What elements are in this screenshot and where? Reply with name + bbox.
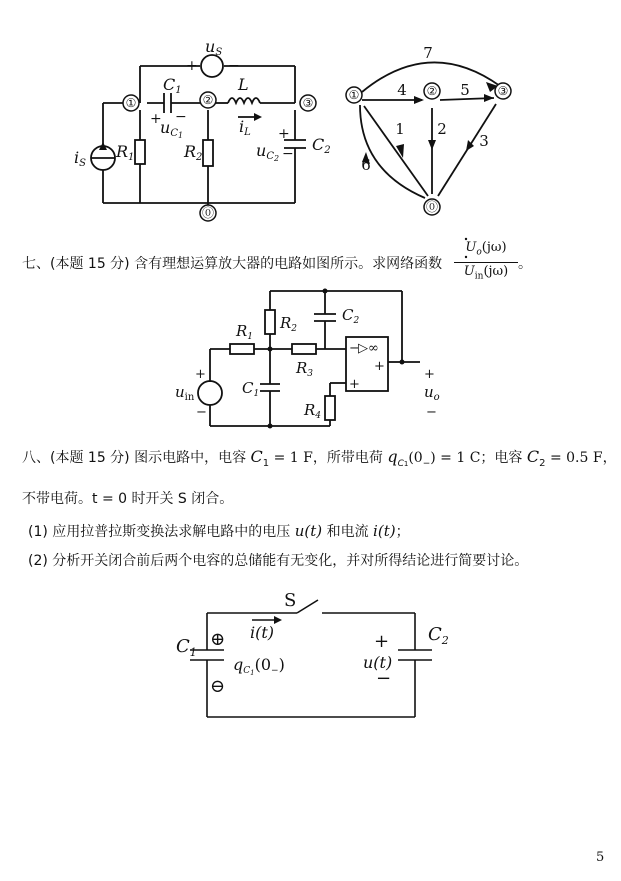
- us-minus: −: [228, 58, 240, 74]
- uin-plus: +: [195, 367, 206, 382]
- c1-label: $C_1$: [176, 636, 197, 659]
- uc2-minus: −: [282, 146, 294, 162]
- edge-5-label: 5: [460, 81, 470, 99]
- u-plus: +: [374, 631, 390, 652]
- r1-label: R1: [116, 142, 135, 163]
- voltage-label: u(t): [363, 653, 393, 672]
- uc1-minus: −: [175, 109, 187, 125]
- edge-7-label: 7: [423, 44, 433, 62]
- edge-1-label: 1: [395, 120, 405, 138]
- c2-label: C2: [312, 135, 331, 156]
- minus-charge-symbol: ⊖: [210, 676, 226, 697]
- uo-minus: −: [426, 405, 437, 420]
- node-0-label: ⓪: [201, 206, 215, 220]
- uc1-label: uC1: [160, 118, 184, 140]
- opamp-symbol: ▷∞: [358, 341, 379, 356]
- current-label: i(t): [250, 623, 275, 642]
- r3-label: $R_3$: [296, 359, 314, 379]
- charge-label: qC1(0−): [233, 655, 285, 677]
- r4-label: $R_4$: [304, 401, 322, 421]
- q8-line1: 八、(本题 15 分) 图示电路中，电容 $C_1 = 1$ F，所带电荷 $q_{C1}(0_-) = 1$ C；电容 $C_2 = 0.5$ F，: [22, 447, 617, 469]
- uc2-label: uC2: [256, 141, 280, 163]
- q7-network-function: $U_o(j\omega)$ $U_{in}(j\omega)$: [454, 240, 518, 284]
- r1-label: $R_1$: [236, 322, 254, 342]
- edge-3-label: 3: [479, 132, 489, 150]
- r2-label: $R_2$: [280, 314, 298, 334]
- q7-suffix: 。: [518, 256, 532, 272]
- uin-label: $u_{in}$: [175, 383, 195, 403]
- opamp-plus: +: [349, 377, 360, 392]
- graph-node-0: ⓪: [425, 200, 439, 214]
- graph-node-1: ①: [348, 88, 360, 102]
- q8-item1: (1) 应用拉普拉斯变换法求解电路中的电压 u(t) 和电流 i(t)；: [28, 522, 410, 540]
- plus-charge-symbol: ⊕: [210, 629, 226, 650]
- r2-label: R2: [184, 142, 203, 163]
- uin-minus: −: [196, 405, 207, 420]
- edge-4-label: 4: [397, 81, 407, 99]
- c2-label: $C_2$: [342, 306, 360, 326]
- il-label: iL: [239, 117, 251, 138]
- us-plus: +: [186, 58, 198, 74]
- page-number: 5: [596, 850, 605, 865]
- is-label: iS: [74, 148, 86, 169]
- graph-node-3: ③: [497, 84, 509, 98]
- edge-6-label: 6: [361, 156, 371, 174]
- uc2-plus: +: [278, 126, 290, 142]
- c1-label: $C_1$: [242, 379, 260, 399]
- edge-2-label: 2: [437, 120, 447, 138]
- q7-text: 七、(本题 15 分) 含有理想运算放大器的电路如图所示。求网络函数: [22, 256, 443, 272]
- c1-label: C1: [163, 75, 182, 96]
- q8-line2: 不带电荷。t = 0 时开关 S 闭合。: [22, 491, 234, 507]
- opamp-minus: −: [349, 341, 360, 356]
- u-minus: −: [376, 668, 392, 689]
- node-3-label: ③: [302, 96, 314, 110]
- uo-label: $u_o$: [424, 383, 440, 403]
- uc1-plus: +: [150, 111, 162, 127]
- opamp-out-plus: +: [374, 359, 385, 374]
- l-label: L: [238, 75, 249, 94]
- us-label: uS: [205, 37, 223, 58]
- graph-node-2: ②: [426, 84, 438, 98]
- node-2-label: ②: [202, 93, 214, 107]
- uo-plus: +: [424, 367, 435, 382]
- q8-item2: (2) 分析开关闭合前后两个电容的总储能有无变化，并对所得结论进行简要讨论。: [28, 553, 529, 569]
- switch-label: S: [284, 590, 297, 611]
- node-1-label: ①: [125, 96, 137, 110]
- c2-label: $C_2$: [428, 624, 449, 647]
